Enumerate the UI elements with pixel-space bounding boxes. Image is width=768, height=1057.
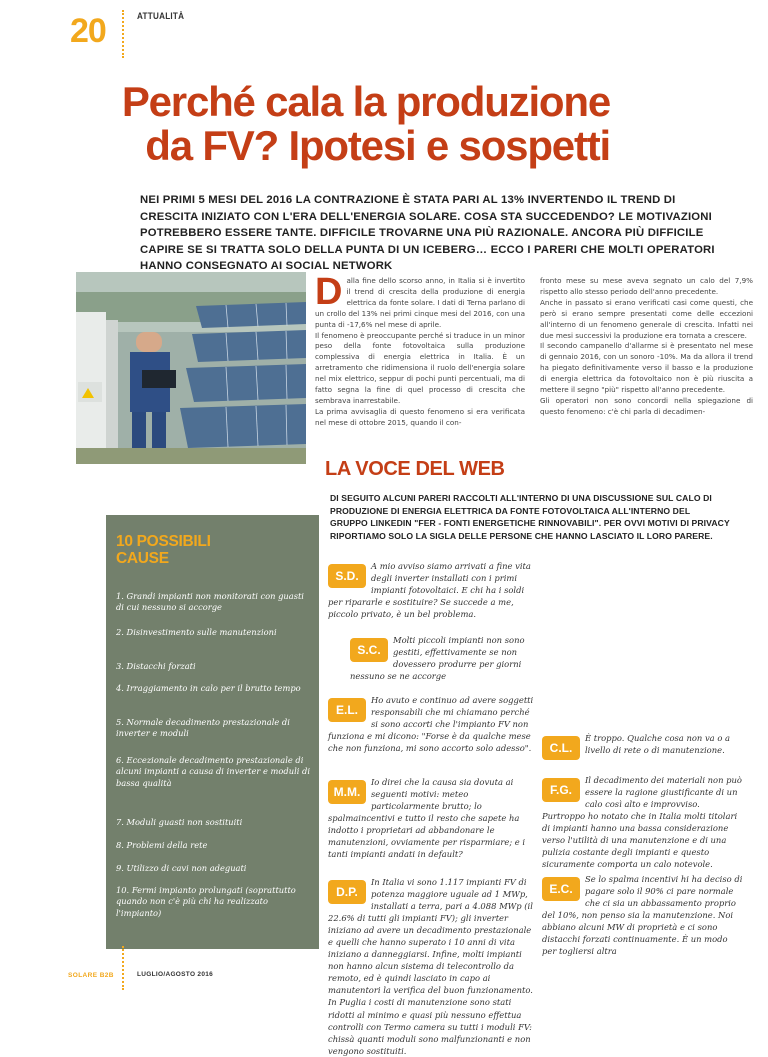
cause-item: 9. Utilizzo di cavi non adeguati bbox=[116, 863, 247, 873]
col1-paragraph: alla fine dello scorso anno, in Italia si è invertito il trend di crescita della produzione di energia elettrica da fonte solare. I dati di Terna parlano di un crollo del 13% nei primi cinque mesi del 2016, con una punta di -17,6% nel mese di aprile. bbox=[315, 276, 525, 329]
article-column-2 bbox=[540, 276, 753, 418]
comment-sd bbox=[328, 560, 538, 620]
col2-paragraph: fronto mese su mese aveva segnato un calo del 7,9% rispetto allo stesso periodo dell'anno precedente. bbox=[540, 276, 753, 296]
initials-badge: S.D. bbox=[328, 564, 366, 588]
col1-paragraph: Il fenomeno è preoccupante perché si traduce in un minor peso della fonte fotovoltaica sulla produzione complessiva di energia elettrica in Italia. È un arretramento che ridimensiona il ruolo dell'energia solare nel mix elettrico, seppur di pochi punti percentuali, ma di fatto segna la fine di quel processo di crescita che sembrava inarrestabile. bbox=[315, 330, 525, 405]
photo-illustration bbox=[76, 272, 306, 464]
comment-text: In Italia vi sono 1.117 impianti FV di potenza maggiore uguale ad 1 MWp, installati a terra, pari a 4.088 MWp (il 22.6% di tutti gli impianti FV); gli inverter iniziano ad avere un decadimento prestazionale e quelli che hanno superato i 10 anni di vita iniziano a danneggiarsi. Infine, molti impianti non hanno alcun sistema di telecontrollo da remoto, ed è quindi lasciato in capo ai manutentori la verifica del buon funzionamento. In Puglia i costi di manutenzione sono stati ridotti al minimo e quasi più nessuno effettua controlli con Termo camera su tutti i moduli FV: chissà quanti moduli sono malfunzionanti e non vengono sostituiti. bbox=[328, 877, 533, 1056]
voce-del-web-intro: DI SEGUITO ALCUNI PARERI RACCOLTI ALL'INTERNO DI UNA DISCUSSIONE SUL CALO DI PRODUZIONE DI ENERGIA ELETTRICA DA FONTE FOTOVOLTAICA ALL'INTERNO DEL GRUPPO LINKEDIN "FER - FONTI ENERGETICHE RINNOVABILI". PER OVVI MOTIVI DI PRIVACY RIPORTIAMO SOLO LA SIGLA DELLE PERSONE CHE HANNO LASCIATO IL LORO PARERE. bbox=[330, 493, 730, 542]
comment-sc bbox=[350, 634, 538, 682]
col1-paragraph: La prima avvisaglia di questo fenomeno si era verificata nel mese di ottobre 2015, quando il con- bbox=[315, 406, 525, 427]
comment-ec bbox=[542, 873, 744, 957]
footer-issue-date: LUGLIO/AGOSTO 2016 bbox=[137, 971, 214, 978]
initials-badge: S.C. bbox=[350, 638, 388, 662]
cause-item: 10. Fermi impianto prolungati (soprattutto quando non c'è più chi ha realizzato l'impianto) bbox=[116, 885, 296, 918]
article-lead: NEI PRIMI 5 MESI DEL 2016 LA CONTRAZIONE È STATA PARI AL 13% INVERTENDO IL TREND DI CRESCITA INIZIATO CON L'ERA DELL'ENERGIA SOLARE. COSA STA SUCCEDENDO? LE MOTIVAZIONI POTREBBERO ESSERE TANTE. DIFFICILE TROVARNE UNA PIÙ RAZIONALE. ANCORA PIÙ DIFFICILE CAPIRE SE SI TRATTA SOLO DELLA PUNTA DI UN ICEBERG… ECCO I PARERI CHE MOLTI OPERATORI HANNO CONSEGNATO AI SOCIAL NETWORK bbox=[140, 194, 715, 273]
initials-badge: D.P. bbox=[328, 880, 366, 904]
article-column-1 bbox=[315, 271, 525, 429]
comment-dp bbox=[328, 876, 538, 1057]
comment-fg bbox=[542, 774, 744, 870]
comment-text: Il decadimento dei materiali non può essere la ragione giustificante di un calo così alto e improvviso. Purtroppo ho notato che in Italia molti titolari di impianti hanno una bassa considerazione verso l'utilità di una manutenzione e di una pulizia costante degli impianti e questo sicuramente comporta un calo notevole. bbox=[542, 775, 742, 870]
initials-badge: M.M. bbox=[328, 780, 366, 804]
initials-badge: C.L. bbox=[542, 736, 580, 760]
comment-text: Se lo spalma incentivi hi ha deciso di pagare solo il 90% ci pare normale che ci sia un abbassamento proprio del 10%, non penso sia la manutenzione. Noi abbiano alcuni MW di proprietà e ci sono distacchi forzati continuamente. È un modo per togliersi altra bbox=[542, 874, 743, 957]
comment-text: È troppo. Qualche cosa non va o a livello di rete o di manutenzione. bbox=[585, 733, 731, 756]
cause-item: 7. Moduli guasti non sostituiti bbox=[116, 817, 243, 827]
page-number: 20 bbox=[70, 12, 106, 50]
cause-item: 8. Problemi della rete bbox=[116, 840, 208, 850]
article-title bbox=[110, 80, 610, 168]
cause-item: 6. Eccezionale decadimento prestazionale di alcuni impianti a causa di inverter e moduli di bassa qualità bbox=[116, 755, 310, 788]
col2-paragraph: Anche in passato si erano verificati casi come questi, che però si erano sempre presentati come delle eccezioni all'interno di un fenomeno generale di crescita. Infatti nei due mesi successivi la produzione era tornata a crescere. bbox=[540, 297, 753, 340]
cause-item: 5. Normale decadimento prestazionale di inverter e moduli bbox=[116, 717, 290, 739]
causes-title-line-1: 10 POSSIBILI bbox=[116, 533, 211, 550]
comment-text: A mio avviso siamo arrivati a fine vita degli inverter installati con i primi impianti fotovoltaici. E chi ha i soldi per ripararle e sostituire? Se succede a me, piccolo privato, è un bel problema. bbox=[328, 561, 531, 620]
initials-badge: E.C. bbox=[542, 877, 580, 901]
cause-item: 2. Disinvestimento sulle manutenzioni bbox=[116, 627, 277, 637]
comment-text: Ho avuto e continuo ad avere soggetti responsabili che mi chiamano perché si sono accorti che l'impianto FV non funziona e mi dicono: "Forse è da qualche mese che non funziona, mi sono accorto solo adesso". bbox=[328, 695, 534, 754]
article-title-line-2: da FV? Ipotesi e sospetti bbox=[145, 122, 610, 169]
cause-item: 3. Distacchi forzati bbox=[116, 661, 196, 671]
article-title-line-1: Perché cala la produzione bbox=[121, 78, 610, 125]
col2-paragraph: Gli operatori non sono concordi nella spiegazione di questo fenomeno: c'è chi parla di decadimen- bbox=[540, 395, 753, 416]
comment-cl bbox=[542, 732, 744, 761]
initials-badge: E.L. bbox=[328, 698, 366, 722]
cause-item: 4. Irraggiamento in calo per il brutto tempo bbox=[116, 683, 301, 693]
comment-text: Io direi che la causa sia dovuta ai seguenti motivi: meteo particolarmente brutto; lo spalmaincentivi e tutto il resto che sapete ha indotto i proprietari ad abbandonare le manutenzioni, ovviamente per risparmiare; e i tanti impianti andati in default? bbox=[328, 777, 526, 860]
comment-mm bbox=[328, 776, 538, 860]
initials-badge: F.G. bbox=[542, 778, 580, 802]
causes-title bbox=[116, 533, 306, 567]
causes-title-line-2: CAUSE bbox=[116, 550, 169, 567]
voce-del-web-title: LA VOCE DEL WEB bbox=[325, 458, 505, 480]
comment-text: Molti piccoli impianti non sono gestiti, effettivamente se non dovessero produrre per giorni nessuno se ne accorge bbox=[350, 635, 525, 682]
drop-cap: D bbox=[315, 271, 343, 313]
cause-item: 1. Grandi impianti non monitorati con guasti di cui nessuno si accorge bbox=[116, 591, 304, 613]
footer-magazine: SOLARE B2B bbox=[68, 972, 114, 979]
causes-box bbox=[106, 515, 319, 949]
col2-paragraph: Il secondo campanello d'allarme si è presentato nel mese di gennaio 2016, con un sonoro -10%. Ma da allora il trend ha piegato definitivamente verso il basso e la produzione di energia elettrica da fotovoltaico non è più riuscita a mettere il segno "più" rispetto all'anno precedente. bbox=[540, 341, 753, 395]
footer-divider bbox=[122, 946, 124, 990]
header-divider bbox=[122, 10, 124, 58]
comment-el bbox=[328, 694, 538, 754]
photo-solar-technician bbox=[76, 272, 306, 464]
section-label: ATTUALITÀ bbox=[137, 11, 185, 21]
